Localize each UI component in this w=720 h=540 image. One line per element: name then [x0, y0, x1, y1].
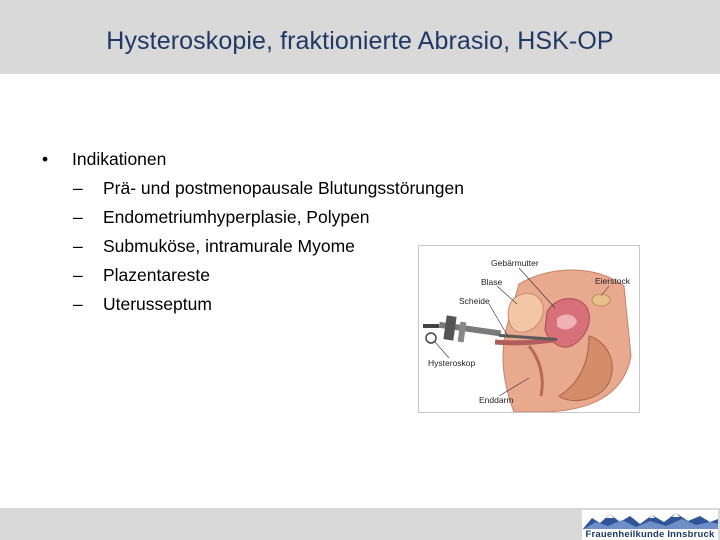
bullet-marker: • [42, 149, 49, 169]
sub-item [40, 203, 560, 232]
anatomy-drawing [419, 246, 639, 412]
sub-marker: – [73, 265, 83, 285]
label-ovary: Eierstock [595, 276, 630, 286]
slide-title: Hysteroskopie, fraktionierte Abrasio, HSK-OP [106, 27, 614, 55]
bullet-item [40, 145, 560, 174]
sub-item-text: Plazentareste [103, 265, 211, 285]
sub-item-text: Prä- und postmenopausale Blutungsstörungen [103, 178, 464, 198]
sub-item-text: Uterusseptum [103, 294, 212, 314]
anatomy-illustration [418, 245, 640, 413]
label-uterus: Gebärmutter [491, 258, 539, 268]
mountain-icon [582, 510, 718, 530]
bullet-text: Indikationen [72, 149, 167, 169]
label-hysteroscope: Hysteroskop [428, 358, 476, 368]
sub-item-text: Submuköse, intramurale Myome [103, 236, 355, 256]
sub-marker: – [73, 207, 83, 227]
sub-item [40, 174, 560, 203]
label-rectum: Enddarm [479, 395, 514, 405]
sub-marker: – [73, 294, 83, 314]
sub-marker: – [73, 178, 83, 198]
label-vagina: Scheide [459, 296, 490, 306]
institution-logo [582, 510, 718, 540]
label-bladder: Blase [481, 277, 503, 287]
sub-marker: – [73, 236, 83, 256]
sub-item-text: Endometriumhyperplasie, Polypen [103, 207, 370, 227]
logo-text: Frauenheilkunde Innsbruck [582, 529, 718, 540]
